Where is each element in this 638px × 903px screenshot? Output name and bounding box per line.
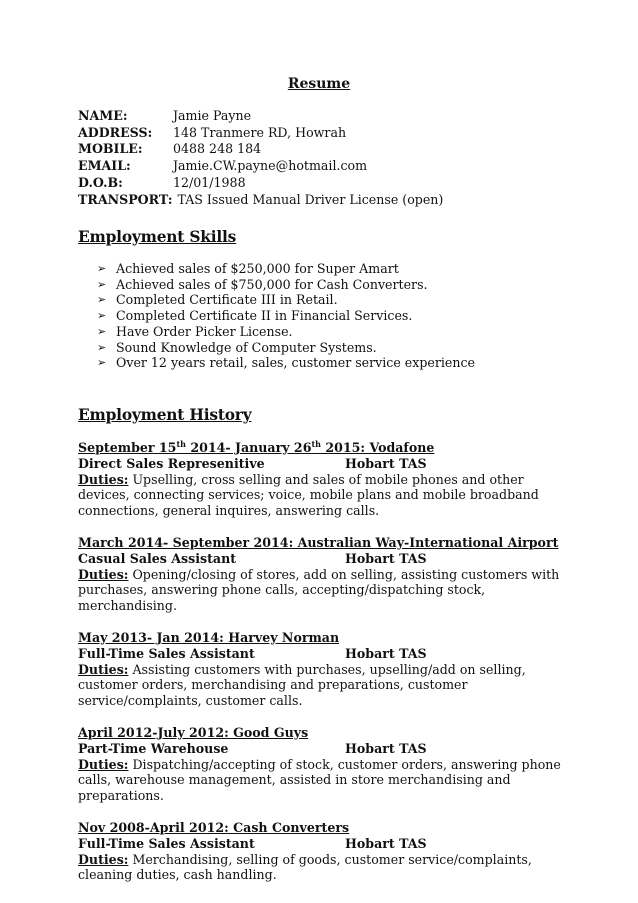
detail-value: 12/01/1988 — [173, 174, 246, 190]
skills-heading: Employment Skills — [78, 228, 237, 246]
detail-label: NAME: — [78, 108, 128, 123]
job-role-row — [78, 551, 568, 567]
skill-text: Achieved sales of $750,000 for Cash Converters. — [116, 276, 428, 292]
duties-text: Merchandising, selling of goods, customer service/complaints, cleaning duties, cash handling. — [78, 851, 532, 883]
detail-row-transport — [78, 192, 443, 209]
job-entry-good-guys — [78, 725, 568, 804]
duties-label: Duties: — [78, 566, 129, 582]
job-role-row — [78, 741, 568, 757]
job-role: Full-Time Sales Assistant — [78, 645, 255, 661]
job-entry-cash-converters — [78, 820, 568, 883]
job-heading: May 2013- Jan 2014: Harvey Norman — [78, 629, 340, 645]
page-title: Resume — [287, 76, 351, 92]
job-role: Direct Sales Represenitive — [78, 455, 265, 471]
job-location: Hobart TAS — [345, 740, 427, 756]
arrow-bullet-icon: ➢ — [97, 324, 107, 338]
job-heading: Nov 2008-April 2012: Cash Converters — [78, 819, 350, 835]
job-duties — [78, 757, 568, 804]
detail-value: TAS Issued Manual Driver License (open) — [177, 191, 444, 207]
job-location: Hobart TAS — [345, 645, 427, 661]
detail-label: TRANSPORT: — [78, 191, 173, 207]
job-role-row — [78, 836, 568, 852]
skill-text: Achieved sales of $250,000 for Super Amart — [116, 261, 399, 276]
arrow-bullet-icon: ➢ — [97, 262, 107, 275]
detail-row-address — [78, 125, 443, 142]
detail-row-email — [78, 158, 443, 175]
job-heading — [78, 440, 568, 456]
skill-text: Have Order Picker License. — [116, 323, 293, 339]
detail-row-name — [78, 108, 443, 125]
job-duties — [78, 567, 568, 614]
duties-text: Dispatching/accepting of stock, customer orders, answering phone calls, warehouse management, assisted in store merchandising and preparations. — [78, 756, 561, 804]
arrow-bullet-icon: ➢ — [97, 340, 107, 354]
arrow-bullet-icon: ➢ — [97, 356, 107, 370]
job-heading-part: 2014- January 26 — [185, 440, 312, 455]
job-entry-vodafone — [78, 440, 568, 519]
job-heading-part: September 15 — [78, 440, 177, 455]
job-location: Hobart TAS — [345, 835, 427, 851]
arrow-bullet-icon: ➢ — [97, 277, 107, 291]
list-item — [97, 340, 475, 356]
detail-value: Jamie.CW.payne@hotmail.com — [173, 158, 368, 174]
list-item — [97, 324, 475, 340]
job-role-row — [78, 456, 568, 472]
detail-value: 0488 248 184 — [173, 141, 262, 157]
detail-label: ADDRESS: — [78, 124, 153, 140]
skill-text: Over 12 years retail, sales, customer service experience — [116, 355, 475, 371]
duties-label: Duties: — [78, 471, 129, 487]
list-item — [97, 292, 475, 308]
ordinal-suffix: th — [311, 438, 321, 449]
list-item — [97, 355, 475, 371]
skills-list — [97, 261, 475, 371]
arrow-bullet-icon: ➢ — [97, 293, 107, 307]
job-entry-harvey-norman — [78, 630, 568, 709]
job-role: Casual Sales Assistant — [78, 550, 237, 566]
job-location: Hobart TAS — [345, 455, 427, 471]
history-heading: Employment History — [78, 406, 252, 424]
skill-text: Completed Certificate II in Financial Services. — [116, 308, 413, 324]
detail-value: 148 Tranmere RD, Howrah — [173, 124, 347, 140]
duties-text: Upselling, cross selling and sales of mobile phones and other devices, connecting services; voice, mobile plans and mobile broadband connections, general inquires, answering calls. — [78, 471, 539, 519]
job-heading-part: 2015: Vodafone — [320, 440, 435, 455]
job-duties — [78, 662, 568, 709]
duties-text: Opening/closing of stores, add on selling, assisting customers with purchases, answering phone calls, accepting/dispatching stock, merchandising. — [78, 566, 560, 614]
ordinal-suffix: th — [176, 438, 186, 449]
duties-label: Duties: — [78, 661, 129, 677]
detail-label: D.O.B: — [78, 174, 123, 190]
job-entry-australian-way — [78, 535, 568, 614]
detail-label: MOBILE: — [78, 141, 143, 157]
job-role-row — [78, 646, 568, 662]
job-role: Full-Time Sales Assistant — [78, 835, 255, 851]
skill-text: Sound Knowledge of Computer Systems. — [116, 339, 377, 355]
detail-value: Jamie Payne — [173, 108, 252, 123]
list-item — [97, 261, 475, 277]
duties-label: Duties: — [78, 756, 129, 772]
list-item — [97, 308, 475, 324]
duties-text: Assisting customers with purchases, upselling/add on selling, customer orders, merchandising and preparations, customer service/complaints, customer calls. — [78, 661, 526, 709]
job-heading: March 2014- September 2014: Australian Way-International Airport — [78, 534, 559, 550]
arrow-bullet-icon: ➢ — [97, 309, 107, 323]
job-location: Hobart TAS — [345, 550, 427, 566]
personal-details — [78, 108, 443, 208]
detail-label: EMAIL: — [78, 158, 131, 174]
detail-row-dob — [78, 175, 443, 192]
list-item — [97, 277, 475, 293]
job-heading: April 2012-July 2012: Good Guys — [78, 724, 309, 740]
job-duties — [78, 852, 568, 884]
employment-history — [78, 440, 568, 899]
job-duties — [78, 472, 568, 519]
detail-row-mobile — [78, 141, 443, 158]
skill-text: Completed Certificate III in Retail. — [116, 292, 338, 308]
duties-label: Duties: — [78, 851, 129, 867]
job-role: Part-Time Warehouse — [78, 740, 229, 756]
